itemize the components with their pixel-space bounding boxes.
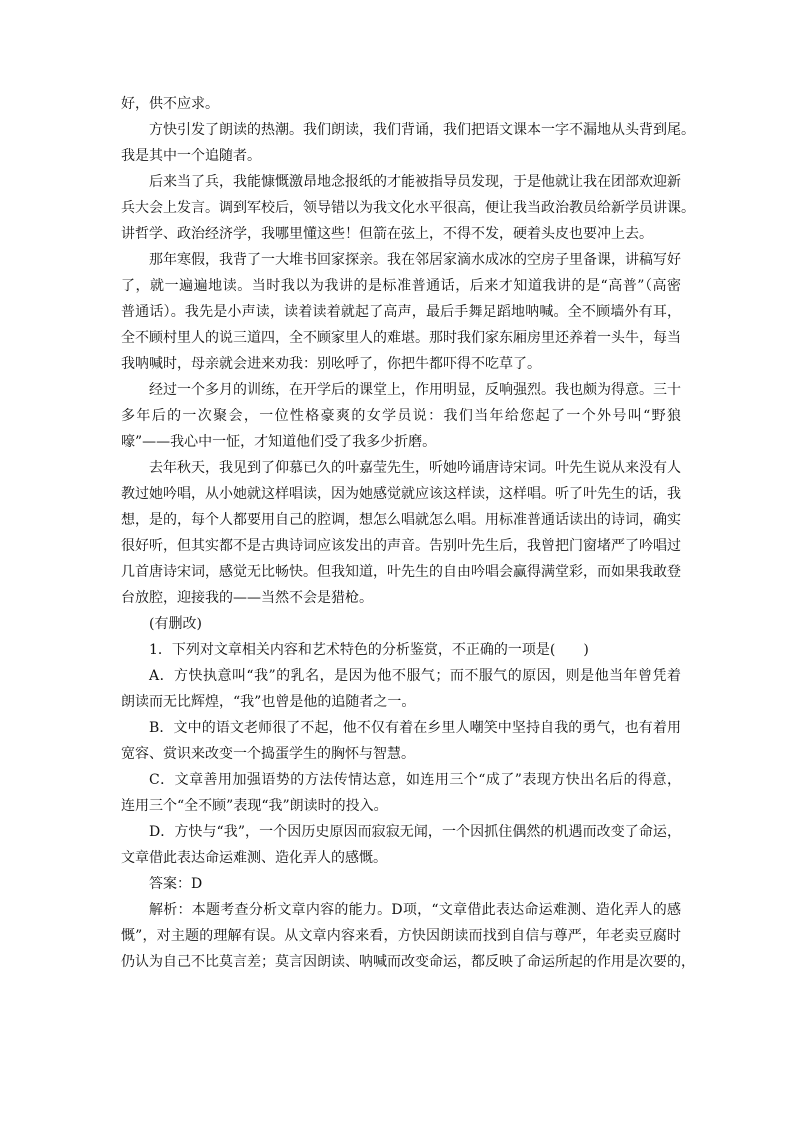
option-c: 连用三个“全不顾”表现“我”朗读时的投入。 — [121, 798, 388, 814]
text-line: 了，就一遍遍地读。当时我以为我讲的是标准普通话，后来才知道我讲的是“高普”（高密 — [121, 278, 681, 294]
document-body — [121, 91, 695, 975]
text-line: 后来当了兵，我能慷慨激昂地念报纸的才能被指导员发现，于是他就让我在团部欢迎新 — [149, 174, 681, 190]
analysis: 慨”，对主题的理解有误。从文章内容来看，方快因朗读而找到自信与尊严，年老卖豆腐时 — [121, 928, 681, 944]
option-b: B．文中的语文老师很了不起，他不仅有着在乡里人嘲笑中坚持自我的勇气，也有着用 — [149, 720, 681, 736]
text-line: 几首唐诗宋词，感觉无比畅快。但我知道，叶先生的自由吟唱会赢得满堂彩，而如果我敢登 — [121, 564, 681, 580]
option-d: 文章借此表达命运难测、造化弄人的感慨。 — [121, 850, 387, 866]
option-a: A．方快执意叫“我”的乳名，是因为他不服气；而不服气的原因，则是他当年曾凭着 — [149, 668, 681, 684]
option-c: C．文章善用加强语势的方法传情达意，如连用三个“成了”表现方快出名后的得意， — [149, 772, 681, 788]
text-line: 很好听，但其实都不是古典诗词应该发出的声音。告别叶先生后，我曾把门窗堵严了吟唱过 — [121, 538, 681, 554]
text-line: 讲哲学、政治经济学，我哪里懂这些！但箭在弦上，不得不发，硬着头皮也要冲上去。 — [121, 226, 653, 242]
text-line: 普通话）。我先是小声读，读着读着就起了高声，最后手舞足蹈地呐喊。全不顾墙外有耳， — [121, 304, 681, 320]
question-stem: 1．下列对文章相关内容和艺术特色的分析鉴赏，不正确的一项是( ) — [149, 642, 589, 658]
text-line: 台放腔，迎接我的——当然不会是猎枪。 — [121, 590, 373, 606]
analysis: 解析：本题考查分析文章内容的能力。D项，“文章借此表达命运难测、造化弄人的感 — [149, 902, 681, 918]
option-d: D．方快与“我”，一个因历史原因而寂寂无闻，一个因抓住偶然的机遇而改变了命运， — [149, 824, 681, 840]
answer: 答案：D — [149, 876, 203, 892]
analysis: 仍认为自己不比莫言差；莫言因朗读、呐喊而改变命运，都反映了命运所起的作用是次要的， — [121, 954, 695, 970]
text-line: 兵大会上发言。调到军校后，领导错以为我文化水平很高，便让我当政治教员给新学员讲课。 — [121, 200, 695, 216]
text-line: 那年寒假，我背了一大堆书回家探亲。我在邻居家滴水成冰的空房子里备课，讲稿写好 — [149, 252, 681, 268]
option-a: 朗读而无比辉煌，“我”也曾是他的追随者之一。 — [121, 694, 416, 710]
text-line: 想，是的，每个人都要用自己的腔调，想怎么唱就怎么唱。用标准普通话读出的诗词，确实 — [121, 512, 681, 528]
source-note: (有删改) — [149, 616, 202, 632]
text-line: 经过一个多月的训练，在开学后的课堂上，作用明显，反响强烈。我也颇为得意。三十 — [149, 382, 681, 398]
text-line: 教过她吟唱，从小她就这样唱读，因为她感觉就应该这样读，这样唱。听了叶先生的话，我 — [121, 486, 681, 502]
text-line: 全不顾村里人的说三道四，全不顾家里人的难堪。那时我们家东厢房里还养着一头牛，每当 — [121, 330, 681, 346]
text-line: 方快引发了朗读的热潮。我们朗读，我们背诵，我们把语文课本一字不漏地从头背到尾。 — [149, 122, 695, 138]
text-line: 多年后的一次聚会，一位性格豪爽的女学员说：我们当年给您起了一个外号叫“野狼 — [121, 408, 681, 424]
text-line: 嚎”——我心中一怔，才知道他们受了我多少折磨。 — [121, 434, 437, 450]
text-line: 好，供不应求。 — [121, 96, 219, 112]
text-line: 去年秋天，我见到了仰慕已久的叶嘉莹先生，听她吟诵唐诗宋词。叶先生说从来没有人 — [149, 460, 681, 476]
option-b: 宽容、赏识来改变一个捣蛋学生的胸怀与智慧。 — [121, 746, 415, 762]
text-line: 我是其中一个追随者。 — [121, 148, 261, 164]
text-line: 我呐喊时，母亲就会进来劝我：别吆呼了，你把牛都吓得不吃草了。 — [121, 356, 541, 372]
